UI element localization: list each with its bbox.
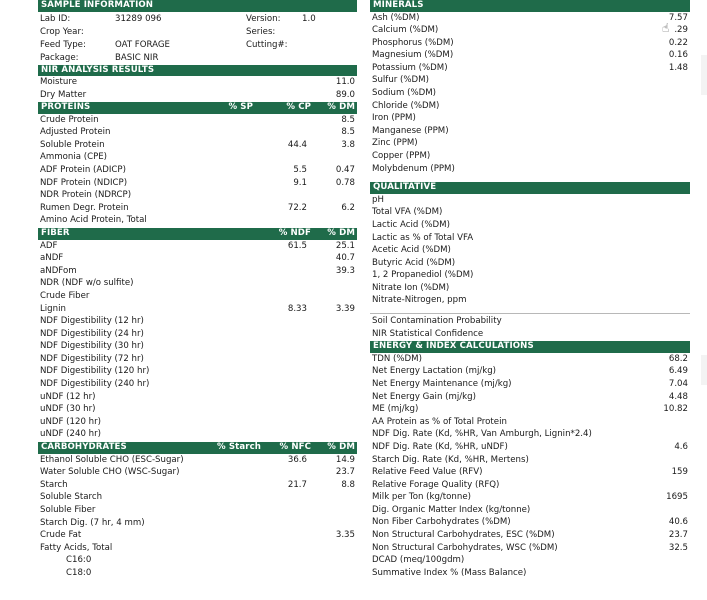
row-label: Soluble Starch [40,492,103,503]
row-label: NDF Dig. Rate (Kd, %HR, Van Amburgh, Lignin*2.4) [372,429,592,440]
row-label: 1, 2 Propanediol (%DM) [372,270,474,281]
minerals-header [370,0,690,12]
row-label: Crude Protein [40,114,99,125]
nir-row [38,89,357,102]
row-value-value: 11.0 [335,77,355,87]
row-label: Lactic as % of Total VFA [372,232,474,243]
energy-row [370,353,690,366]
fiber-row [38,240,357,253]
mineral-row [370,74,690,87]
row-label: Nitrate Ion (%DM) [372,282,450,293]
row-label: C16:0 [66,555,92,566]
row-value-value: 40.6 [668,517,688,528]
col-starch-header: % Starch [217,442,261,453]
row-value-cp: 72.2 [287,202,307,213]
row-label: NDF Digestibility (240 hr) [40,379,150,390]
section-title: FIBER [41,228,70,239]
fiber-row [38,353,357,366]
row-label: Non Structural Carbohydrates, WSC (%DM) [372,542,558,553]
row-value-value: 4.6 [674,441,688,452]
row-label: Rumen Degr. Protein [40,202,129,213]
qualitative-extra-row [370,328,690,341]
row-label: pH [372,194,384,205]
row-label: NDF Digestibility (24 hr) [40,328,144,339]
row-value-nfc: 36.6 [287,454,307,465]
row-label: Non Structural Carbohydrates, ESC (%DM) [372,530,555,541]
row-label: NDF Digestibility (120 hr) [40,366,150,377]
qualitative-row [370,194,690,207]
row-label: Nitrate-Nitrogen, ppm [372,295,467,306]
row-value-cp: 5.5 [293,165,307,176]
energy-row [370,554,690,567]
carbohydrate-row [38,491,357,504]
energy-row [370,403,690,416]
protein-row [38,126,357,139]
row-label: Iron (PPM) [372,113,416,124]
section-title: CARBOHYDRATES [41,442,127,453]
qualitative-extra-row [370,315,690,328]
energy-row [370,479,690,492]
qualitative-row [370,244,690,257]
row-value-dm: 3.39 [335,303,355,314]
row-value-dm: 14.9 [335,454,355,465]
row-label: Copper (PPM) [372,151,431,162]
right-column [370,0,690,579]
fiber-row [38,252,357,265]
row-label: Net Energy Gain (mj/kg) [372,391,476,402]
row-label: Zinc (PPM) [372,138,418,149]
section-title: QUALITATIVE [373,182,437,193]
fiber-row [38,290,357,303]
fiber-row [38,403,357,416]
row-value-dm: 8.5 [341,114,355,125]
row-label: Summative Index % (Mass Balance) [372,567,527,578]
mineral-row [370,37,690,50]
row-label: uNDF (120 hr) [40,416,101,427]
mineral-row [370,100,690,113]
mineral-row [370,137,690,150]
row-label: Sodium (%DM) [372,88,437,99]
row-value-value: 7.04 [668,378,688,389]
row-label: Dry Matter [40,89,87,100]
qualitative-row [370,232,690,245]
col-dm-header: % DM [327,102,355,113]
fiber-row [38,428,357,441]
scroll-edge [701,55,707,95]
carbohydrate-row [38,466,357,479]
qualitative-row [370,257,690,270]
fiber-row [38,340,357,353]
protein-row [38,164,357,177]
mineral-row [370,62,690,75]
row-value-dm: 8.5 [341,127,355,138]
row-value-value: 7.57 [668,12,688,23]
row-value-ndf: 8.33 [287,303,307,314]
fiber-rows [38,240,357,442]
row-value-value: 68.2 [668,353,688,364]
row-label: NDR Protein (NDRCP) [40,190,132,201]
row-label: Ash (%DM) [372,12,420,23]
sample-information-block [38,12,357,64]
row-value-value: 0.16 [668,50,688,61]
row-value-dm: 23.7 [335,467,355,478]
row-label: C18:0 [66,567,92,578]
row-value-ndf: 61.5 [287,240,307,251]
col-ndf-header: % NDF [278,228,311,239]
row-value-dm: 0.47 [335,165,355,176]
nir-analysis-header [38,65,357,77]
row-value-dm: 39.3 [335,265,355,276]
energy-row [370,516,690,529]
protein-row [38,139,357,152]
col-dm-header: % DM [327,442,355,453]
row-label: Manganese (PPM) [372,125,449,136]
row-label: NDF Dig. Rate (Kd, %HR, uNDF) [372,441,508,452]
row-label: Calcium (%DM) [372,25,439,36]
row-label: Net Energy Maintenance (mj/kg) [372,378,512,389]
row-label: uNDF (12 hr) [40,391,96,402]
row-label: DCAD (meq/100gdm) [372,555,465,566]
row-value-dm: 3.8 [341,139,355,150]
row-label: aNDFom [40,265,77,276]
row-label: Adjusted Protein [40,127,111,138]
row-label: ME (mj/kg) [372,404,419,415]
qualitative-row [370,282,690,295]
row-label: Fatty Acids, Total [40,542,113,553]
mineral-row [370,112,690,125]
carbohydrate-rows [38,454,357,580]
row-label: Water Soluble CHO (WSC-Sugar) [40,467,180,478]
row-label: Butyric Acid (%DM) [372,257,456,268]
row-value-dm: 0.78 [335,177,355,188]
row-label: ADF Protein (ADICP) [40,165,126,176]
row-label: Crude Fiber [40,290,90,301]
section-title: PROTEINS [41,102,91,113]
protein-row [38,114,357,127]
nir-row [38,76,357,89]
carbohydrates-header [38,442,357,454]
fiber-row [38,391,357,404]
row-label: Non Fiber Carbohydrates (%DM) [372,517,511,528]
row-value-value: 6.49 [668,366,688,377]
version-value: 1.0 [302,13,316,24]
row-label: Acetic Acid (%DM) [372,245,451,256]
row-value-value: 1.48 [668,62,688,73]
version-label: Version: [246,13,281,24]
carbohydrate-row [38,554,357,567]
row-label: NDF Digestibility (72 hr) [40,353,144,364]
row-label: Moisture [40,77,77,87]
protein-row [38,177,357,190]
row-label: ADF [40,240,58,251]
row-label: Dig. Organic Matter Index (kg/tonne) [372,504,531,515]
mineral-row [370,49,690,62]
row-label: Starch [40,479,68,490]
col-sp-header: % SP [228,102,253,113]
row-label: Relative Feed Value (RFV) [372,467,483,478]
fiber-row [38,378,357,391]
carbohydrate-row [38,479,357,492]
energy-row [370,454,690,467]
row-label: Soluble Protein [40,139,105,150]
row-value-value: 159 [671,467,688,478]
divider [370,313,690,314]
row-value-value: .29 [674,25,688,36]
row-label: Soil Contamination Probability [372,316,502,327]
qualitative-row [370,219,690,232]
fiber-row [38,315,357,328]
protein-row [38,189,357,202]
section-title: MINERALS [373,0,424,10]
row-value-value: 32.5 [668,542,688,553]
row-value-dm: 3.35 [335,530,355,541]
row-label: NIR Statistical Confidence [372,328,484,339]
fiber-row [38,303,357,316]
row-value-value: 23.7 [668,530,688,541]
row-value-value: 0.22 [668,37,688,48]
qualitative-rows [370,194,690,307]
protein-row [38,202,357,215]
section-title: ENERGY & INDEX CALCULATIONS [373,341,534,352]
qualitative-row [370,206,690,219]
row-label: AA Protein as % of Total Protein [372,416,507,427]
energy-row [370,504,690,517]
energy-row [370,567,690,580]
feed-type-value: OAT FORAGE [115,39,170,50]
energy-row [370,441,690,454]
energy-row [370,378,690,391]
mineral-row [370,150,690,163]
row-label: Ammonia (CPE) [40,152,108,163]
fiber-row [38,277,357,290]
nir-rows [38,76,357,101]
row-label: Lactic Acid (%DM) [372,219,450,230]
mineral-row [370,24,690,37]
fiber-row [38,416,357,429]
col-cp-header: % CP [286,102,311,113]
energy-row [370,391,690,404]
proteins-header [38,102,357,114]
row-label: Net Energy Lactation (mj/kg) [372,366,497,377]
row-label: NDR (NDF w/o sulfite) [40,278,134,289]
row-label: Ethanol Soluble CHO (ESC-Sugar) [40,454,184,465]
row-label: NDF Digestibility (30 hr) [40,341,144,352]
row-label: Starch Dig. (7 hr, 4 mm) [40,517,145,528]
carbohydrate-row [38,567,357,580]
carbohydrate-row [38,454,357,467]
energy-row [370,416,690,429]
col-dm-header: % DM [327,228,355,239]
energy-header [370,341,690,353]
fiber-header [38,228,357,240]
crop-year-label: Crop Year: [40,26,84,37]
row-label: Chloride (%DM) [372,100,440,111]
row-label: Milk per Ton (kg/tonne) [372,492,471,503]
protein-row [38,151,357,164]
row-label: Lignin [40,303,66,314]
mineral-rows [370,12,690,176]
cutting-label: Cutting#: [246,39,288,50]
lab-id-value: 31289 096 [115,13,162,24]
energy-row [370,529,690,542]
fiber-row [38,328,357,341]
hand-pointer-icon: ☝ [662,21,670,35]
protein-row [38,214,357,227]
row-value-dm: 8.8 [341,479,355,490]
row-value-dm: 40.7 [335,253,355,264]
carbohydrate-row [38,504,357,517]
series-label: Series: [246,26,276,37]
lab-id-label: Lab ID: [40,13,71,24]
energy-row [370,365,690,378]
row-label: NDF Digestibility (12 hr) [40,316,144,327]
scroll-edge [701,355,707,385]
left-column [38,0,357,579]
energy-row [370,466,690,479]
row-value-cp: 44.4 [287,139,307,150]
fiber-row [38,265,357,278]
energy-row [370,491,690,504]
mineral-row [370,163,690,176]
package-label: Package: [40,52,79,63]
row-label: aNDF [40,253,64,264]
row-value-dm: 25.1 [335,240,355,251]
sample-information-header [38,0,357,12]
row-label: Relative Forage Quality (RFQ) [372,479,500,490]
row-label: Phosphorus (%DM) [372,37,454,48]
carbohydrate-row [38,542,357,555]
carbohydrate-row [38,529,357,542]
row-label: Soluble Fiber [40,504,96,515]
row-value-nfc: 21.7 [287,479,307,490]
section-title: NIR ANALYSIS RESULTS [41,64,155,75]
qualitative-row [370,294,690,307]
qualitative-extra-rows [370,315,690,340]
mineral-row [370,12,690,25]
package-value: BASIC NIR [115,52,159,63]
fiber-row [38,365,357,378]
mineral-row [370,125,690,138]
qualitative-header [370,182,690,194]
energy-rows [370,353,690,580]
row-value-cp: 9.1 [293,177,307,188]
row-label: Potassium (%DM) [372,62,448,73]
carbohydrate-row [38,517,357,530]
row-label: Crude Fat [40,530,82,541]
energy-row [370,542,690,555]
row-value-value: 89.0 [335,89,355,100]
row-label: NDF Protein (NDICP) [40,177,128,188]
col-nfc-header: % NFC [279,442,311,453]
row-value-value: 4.48 [668,391,688,402]
section-title: SAMPLE INFORMATION [41,0,154,10]
row-label: Amino Acid Protein, Total [40,215,147,226]
energy-row [370,428,690,441]
feed-type-label: Feed Type: [40,39,86,50]
row-label: Molybdenum (PPM) [372,163,455,174]
row-label: Magnesium (%DM) [372,50,454,61]
row-label: Sulfur (%DM) [372,75,429,86]
row-label: TDN (%DM) [372,353,422,364]
row-value-value: 1695 [666,492,688,503]
qualitative-row [370,269,690,282]
row-value-value: 10.82 [663,404,688,415]
protein-rows [38,114,357,227]
mineral-row [370,87,690,100]
row-label: uNDF (240 hr) [40,429,101,440]
row-label: Total VFA (%DM) [372,207,443,218]
row-label: Starch Dig. Rate (Kd, %HR, Mertens) [372,454,529,465]
row-label: uNDF (30 hr) [40,404,96,415]
row-value-dm: 6.2 [341,202,355,213]
